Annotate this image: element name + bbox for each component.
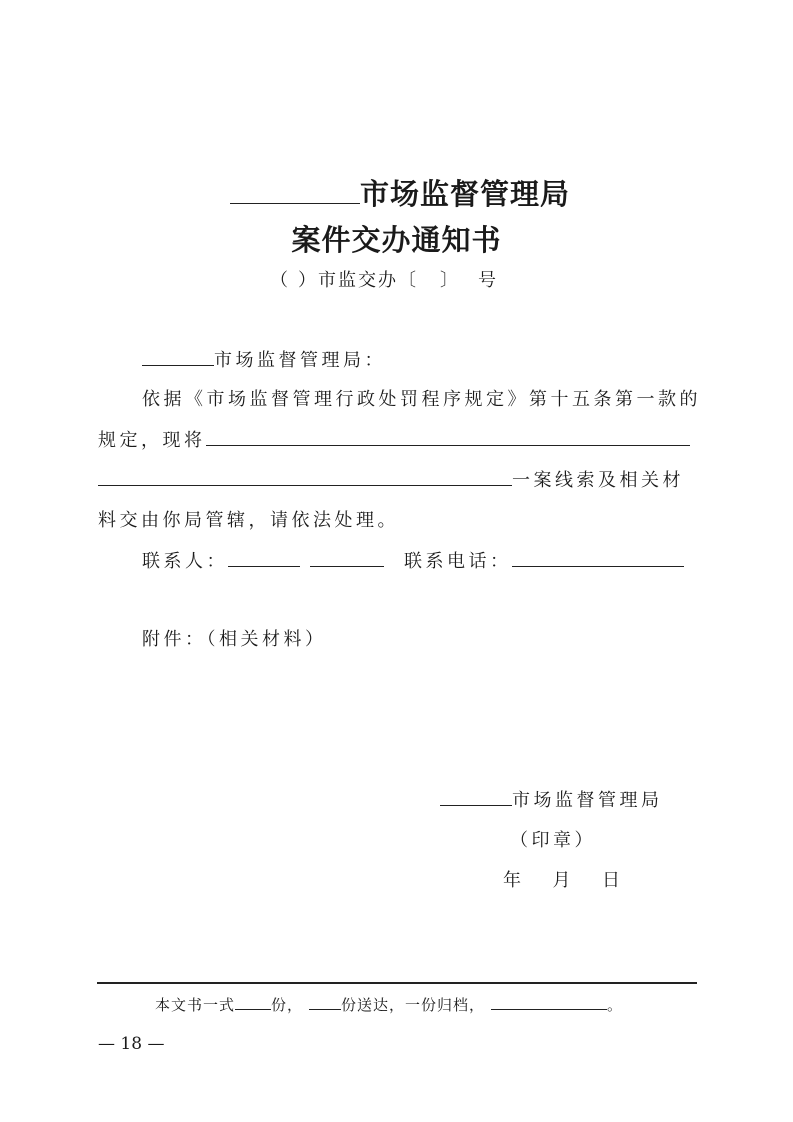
contact-line [142,547,684,573]
copies-total-blank [235,1008,271,1010]
footer-copies-line [155,994,623,1015]
copies-prefix: 本文书一式 [155,996,236,1014]
date-day: 日 [602,870,624,891]
paragraph-line-3-suffix: 一案线索及相关材 [512,470,684,491]
date-year: 年 [503,870,525,891]
doc-number-middle: ）市监交办〔 [298,270,418,291]
recipient-line [142,346,386,372]
document-number [270,266,498,292]
title-agency-suffix: 市场监督管理局 [360,177,571,211]
date-month: 月 [552,870,574,891]
doc-number-close-bracket: 〕 [440,270,460,291]
contact-label: 联系人： [142,551,228,572]
seal-text: （印章） [510,830,596,851]
agency-name-blank [230,202,360,204]
contact-blank-1 [228,565,300,567]
doc-number-open-paren: （ [270,270,290,291]
paragraph-line-2 [98,426,690,452]
case-blank-2 [98,484,512,486]
document-title: 案件交办通知书 [291,223,502,257]
paragraph-line-2-prefix: 规定，现将 [98,430,206,451]
title-agency-line [230,172,570,213]
recipient-blank [142,364,214,366]
paragraph-line-4: 料交由你局管辖，请依法处理。 [98,510,399,531]
copies-remark-blank [491,1008,607,1010]
copies-mid2: 份送达，一份归档， [341,996,486,1014]
copies-end: 。 [607,996,624,1014]
phone-label: 联系电话： [404,551,512,572]
case-blank-1 [206,444,690,446]
date-line [503,866,624,892]
recipient-suffix: 市场监督管理局： [214,350,386,371]
footer-divider [97,982,697,984]
signature-agency-line [440,786,663,812]
page-number: — 18 — [98,1034,165,1054]
phone-blank [512,565,684,567]
paragraph-line-3 [98,466,684,492]
copies-served-blank [309,1008,341,1010]
doc-number-suffix: 号 [478,270,498,291]
paragraph-line-1: 依据《市场监督管理行政处罚程序规定》第十五条第一款的 [142,389,701,410]
contact-blank-2 [310,565,384,567]
attachment-line: 附件：（相关材料） [142,629,327,650]
signature-agency-suffix: 市场监督管理局 [512,790,663,811]
signature-agency-blank [440,804,512,806]
copies-mid1: 份， [271,996,304,1014]
